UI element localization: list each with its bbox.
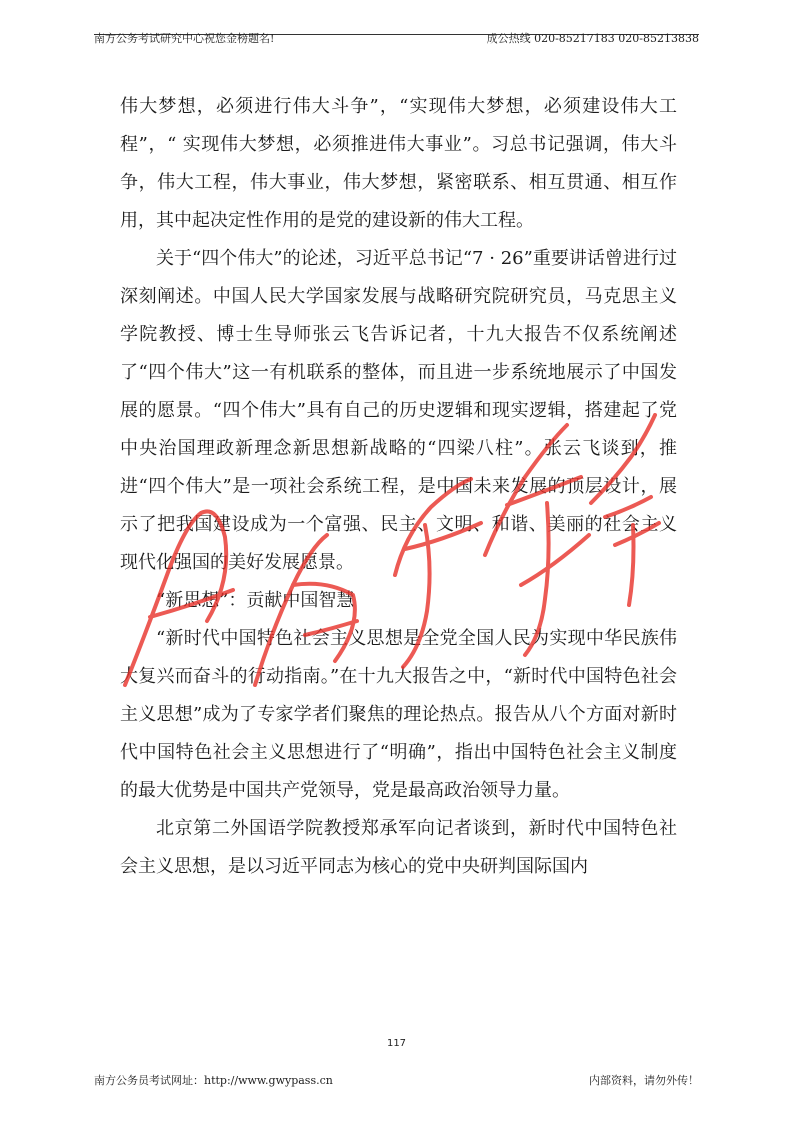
header-hotline: 成公热线 020-85217183 020-85213838 [486,32,699,45]
paragraph-four-greats: 关于“四个伟大”的论述，习近平总书记“7 · 26”重要讲话曾进行过深刻阐述。中国人民大学国家发展与战略研究院研究员，马克思主义学院教授、博士生导师张云飞告诉记者，十九大报告不仅系统阐述了“四个伟大”这一有机联系的整体，而且进一步系统地展示了中国发展的愿景。“四个伟大”具有自己的历史逻辑和现实逻辑，搭建起了党中央治国理政新理念新思想新战略的“四梁八柱”。张云飞谈到，推进“四个伟大”是一项社会系统工程，是中国未来发展的顶层设计，展示了把我国建设成为一个富强、民主、文明、和谐、美丽的社会主义现代化强国的美好发展愿景。 [120,248,677,573]
footer-website: 南方公务员考试网址：http://www.gwypass.cn [94,1074,333,1087]
article-body [120,88,677,886]
paragraph-continuation: 伟大梦想，必须进行伟大斗争”，“实现伟大梦想，必须建设伟大工程”，“ 实现伟大梦想，必须推进伟大事业”。习总书记强调，伟大斗争，伟大工程，伟大事业，伟大梦想，紧密联系、相互贯通、相互作用，其中起决定性作用的是党的建设新的伟大工程。 [120,96,677,231]
paragraph-new-thought: “新时代中国特色社会主义思想是全党全国人民为实现中华民族伟大复兴而奋斗的行动指南。”在十九大报告之中，“新时代中国特色社会主义思想”成为了专家学者们聚焦的理论热点。报告从八个方面对新时代中国特色社会主义思想进行了“明确”，指出中国特色社会主义制度的最大优势是中国共产党领导，党是最高政治领导力量。 [120,628,677,801]
page-header [94,30,699,45]
footer-notice: 内部资料，请勿外传！ [589,1074,699,1087]
paragraph-zheng-chengjun: 北京第二外国语学院教授郑承军向记者谈到，新时代中国特色社会主义思想，是以习近平同志为核心的党中央研判国际国内 [120,818,677,877]
section-heading-new-thought: “新思想”：贡献中国智慧 [156,590,355,611]
header-slogan: 南方公务考试研究中心祝您金榜题名! [94,32,275,45]
page-number: 117 [386,1038,407,1049]
